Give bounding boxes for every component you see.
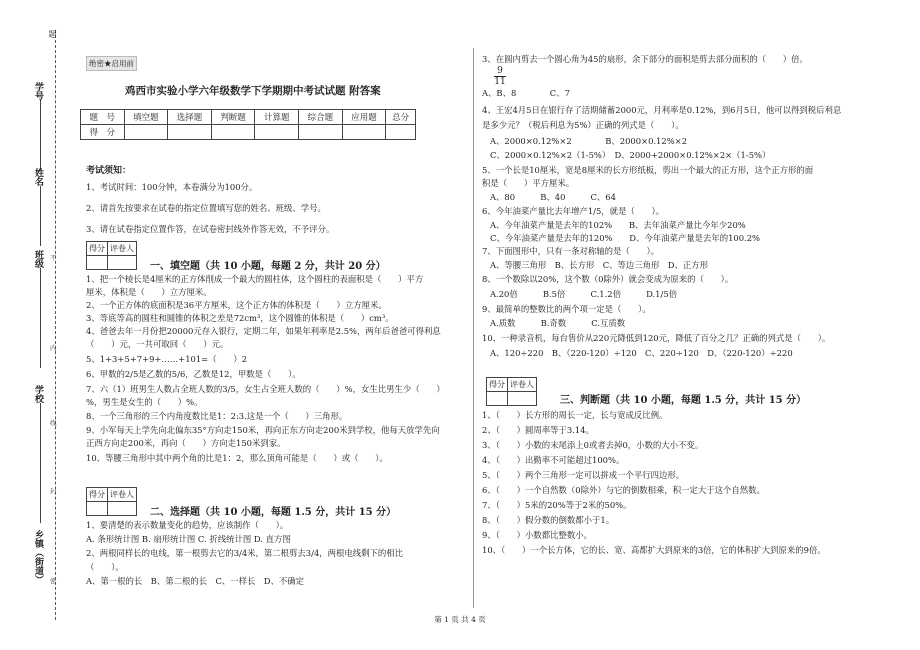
gutter-char: 不: [50, 254, 57, 262]
question-line: 3、等底等高的圆柱和圆锥的体积之差是72cm³，这个圆锥的体积是（ ）cm³。: [86, 313, 394, 323]
score-table-cell: 应用题: [342, 110, 386, 125]
question-line: （ ）元，一共可取回（ ）元。: [86, 339, 229, 349]
question-line: 3、（ ）小数的末尾添上0或者去掉0，小数的大小不变。: [482, 440, 704, 450]
reviewer-label: 评卷人: [508, 378, 537, 392]
question-line: A、第一根的长 B、第二根的长 C、一样长 D、不确定: [86, 576, 304, 586]
reviewer-input-cell[interactable]: [108, 256, 137, 270]
question-line: 6、甲数的2/5是乙数的5/6，乙数是12，甲数是（ ）。: [86, 369, 301, 379]
score-label: 得分: [87, 488, 108, 502]
district-label: 乡镇（街道）: [33, 530, 43, 584]
section1-heading: 一、填空题（共 10 小题，每题 2 分，共计 20 分）: [150, 261, 386, 272]
score-input-cell[interactable]: [124, 125, 168, 140]
question-line: 3、在圆内剪去一个圆心角为45的扇形，余下部分的面积是剪去部分面积的（ ）倍。: [482, 54, 808, 64]
score-table-header-row: [81, 110, 416, 125]
question-line: 1、要清楚的表示数量变化的趋势，应该制作（ ）。: [86, 520, 289, 530]
note-item: 3、请在试卷指定位置作答，在试卷密封线外作答无效，不予评分。: [86, 224, 335, 234]
question-line: 7、六（1）班男生人数占全班人数的3/5，女生占全班人数的（ ）%，女生比男生少（ ）: [86, 384, 445, 394]
score-table-score-row: [81, 125, 416, 140]
class-line: [40, 268, 41, 368]
binding-top-mark: 题: [48, 30, 57, 38]
question-line: 7、下面图形中，只有一条对称轴的是（ ）。: [482, 246, 660, 256]
student-id-label: 学号: [33, 82, 43, 100]
score-row-label: 得 分: [81, 125, 125, 140]
question-line: 10、等腰三角形中其中两个角的比是1：2，那么顶角可能是（ ）或（ ）。: [86, 453, 388, 463]
question-line: 4、（ ）出勤率不可能超过100%。: [482, 455, 625, 465]
gutter-char: 封: [50, 487, 57, 495]
question-line: A、B、8 C、7: [482, 88, 570, 98]
school-line: [40, 403, 41, 523]
question-line: %，男生是女生的（ ）%。: [86, 397, 203, 407]
gutter-char: 线: [50, 419, 57, 427]
question-line: 6、今年油菜产量比去年增产1/5，就是（ ）。: [482, 206, 665, 216]
reviewer-label: 评卷人: [108, 488, 137, 502]
score-input-cell[interactable]: [87, 256, 108, 270]
section2-score-box: [86, 487, 137, 516]
score-table-cell: 综合题: [299, 110, 343, 125]
score-table-cell: 总分: [386, 110, 416, 125]
question-line: 8、（ ）假分数的倒数都小于1。: [482, 515, 615, 525]
class-label: 班级: [33, 250, 43, 268]
reviewer-input-cell[interactable]: [508, 392, 537, 406]
question-line: 厘米，体积是（ ）立方厘米。: [86, 287, 212, 297]
question-line: C、2000×0.12%×2（1-5%） D、2000+2000×0.12%×2×（1-5%）: [490, 150, 771, 160]
question-line: A、80 B、40 C、64: [490, 192, 616, 202]
gutter-char: 密: [50, 577, 57, 585]
question-line: 2、（ ）圆周率等于3.14。: [482, 425, 594, 435]
question-line: 8、一个数除以20%，这个数（0除外）就会变成为原来的（ ）。: [482, 274, 734, 284]
binding-dashed-line: [55, 30, 56, 620]
score-table-cell: 题 号: [81, 110, 125, 125]
secret-label: 绝密★启用前: [86, 56, 137, 71]
score-table-cell: 选择题: [168, 110, 212, 125]
section1-score-box: [86, 241, 137, 270]
question-line: 10、（ ）一个长方体，它的长、宽、高都扩大到原来的3倍，它的体积扩大到原来的9倍。: [482, 545, 826, 555]
question-line: 是多少元？（税后利息为5%）正确的列式是（ ）。: [482, 120, 684, 130]
question-line: 9、最简单的整数比的两个项一定是（ ）。: [482, 304, 651, 314]
column-divider: [473, 48, 474, 608]
question-line: 正西方向走200米，再向（ ）方向走150米到家。: [86, 438, 286, 448]
student-id-line: [40, 100, 41, 170]
question-line: 5、（ ）两个三角形一定可以拼成一个平行四边形。: [482, 470, 685, 480]
section2-heading: 二、选择题（共 10 小题，每题 1.5 分，共计 15 分）: [150, 507, 397, 518]
fraction-denominator: 11: [494, 77, 506, 87]
question-line: 2、两根同样长的电线，第一根剪去它的3/4米，第二根剪去3/4，两根电线剩下的相比: [86, 548, 404, 558]
score-input-cell[interactable]: [342, 125, 386, 140]
section3-score-box: [486, 377, 537, 406]
question-line: 4、爸爸去年一月份把20000元存入银行，定期二年，如果年利率是2.5%，两年后爸爸可得利息: [86, 326, 441, 336]
score-input-cell[interactable]: [255, 125, 299, 140]
score-table-cell: 填空题: [124, 110, 168, 125]
note-item: 1、考试时间：100分钟，本卷满分为100分。: [86, 182, 258, 192]
fraction: [494, 66, 506, 87]
gutter-char: 内: [50, 344, 57, 352]
score-input-cell[interactable]: [211, 125, 255, 140]
score-table-cell: 计算题: [255, 110, 299, 125]
score-input-cell[interactable]: [299, 125, 343, 140]
page-title: 鸡西市实验小学六年级数学下学期期中考试试题 附答案: [125, 85, 381, 97]
question-line: （ ）。: [86, 562, 124, 572]
question-line: 5、一个长是10厘米，宽是8厘米的长方形纸板，剪出一个最大的正方形，这个正方形的面: [482, 165, 814, 175]
question-line: A、今年油菜产量是去年的102% B、去年油菜产量比今年少20%: [490, 220, 746, 230]
score-label: 得分: [487, 378, 508, 392]
school-label: 学校: [33, 385, 43, 403]
question-line: 7、（ ）5米的20%等于2米的50%。: [482, 500, 632, 510]
score-table-cell: 判断题: [211, 110, 255, 125]
note-item: 2、请首先按要求在试卷的指定位置填写您的姓名、班级、学号。: [86, 203, 326, 213]
question-line: 10、一种录音机，每台售价从220元降低到120元，降低了百分之几？正确的列式是（ ）。: [482, 333, 831, 343]
question-line: 9、小军每天上学先向北偏东35°方向走150米，再向正东方向走200米到学校，他每天放学先向: [86, 425, 440, 435]
question-line: 积是（ ）平方厘米。: [482, 178, 575, 188]
fraction-numerator: 9: [497, 66, 503, 76]
question-line: A. 条形统计图 B. 扇形统计图 C. 折线统计图 D. 直方图: [86, 534, 291, 544]
reviewer-input-cell[interactable]: [108, 502, 137, 516]
question-line: A.20倍 B.5倍 C.1.2倍 D.1/5倍: [490, 289, 678, 299]
score-input-cell[interactable]: [168, 125, 212, 140]
notes-heading: 考试须知：: [86, 166, 132, 176]
score-input-cell[interactable]: [386, 125, 416, 140]
name-line: [40, 186, 41, 246]
question-line: A.质数 B.奇数 C.互质数: [490, 318, 626, 328]
question-line: 6、（ ）一个自然数（0除外）与它的倒数相乘，积一定大于这个自然数。: [482, 485, 765, 495]
score-input-cell[interactable]: [487, 392, 508, 406]
question-line: A、等腰三角形 B、长方形 C、等边三角形 D、正方形: [490, 260, 708, 270]
page-number: 第 1 页 共 4 页: [434, 615, 486, 624]
reviewer-label: 评卷人: [108, 242, 137, 256]
name-label: 姓名: [33, 168, 43, 186]
score-input-cell[interactable]: [87, 502, 108, 516]
question-line: 4、王宏4月5日在银行存了活期储蓄2000元，月利率是0.12%，到6月5日，他可以得到税后利息: [482, 105, 842, 115]
question-line: 5、1+3+5+7+9+……+101=（ ）2: [86, 354, 248, 364]
question-line: A、120÷220 B、（220-120）÷120 C、220÷120 D、（220-120）÷220: [490, 348, 793, 358]
question-line: C、今年油菜产量是去年的120% D、今年油菜产量是去年的100.2%: [490, 233, 760, 243]
section3-heading: 三、判断题（共 10 小题，每题 1.5 分，共计 15 分）: [560, 395, 807, 406]
question-line: 9、（ ）小数都比整数小。: [482, 530, 593, 540]
question-line: 8、一个三角形的三个内角度数比是1：2:3.这是一个（ ）三角形。: [86, 411, 348, 421]
question-line: 1、把一个棱长是4厘米的正方体削成一个最大的圆柱体，这个圆柱的表面积是（ ）平方: [86, 274, 424, 284]
score-table: [80, 109, 416, 140]
question-line: 2、一个正方体的底面积是36平方厘米，这个正方体的体积是（ ）立方厘米。: [86, 300, 387, 310]
score-label: 得分: [87, 242, 108, 256]
question-line: A、2000×0.12%×2 B、2000×0.12%×2: [490, 136, 688, 146]
question-line: 1、（ ）长方形的周长一定，长与宽成反比例。: [482, 410, 668, 420]
